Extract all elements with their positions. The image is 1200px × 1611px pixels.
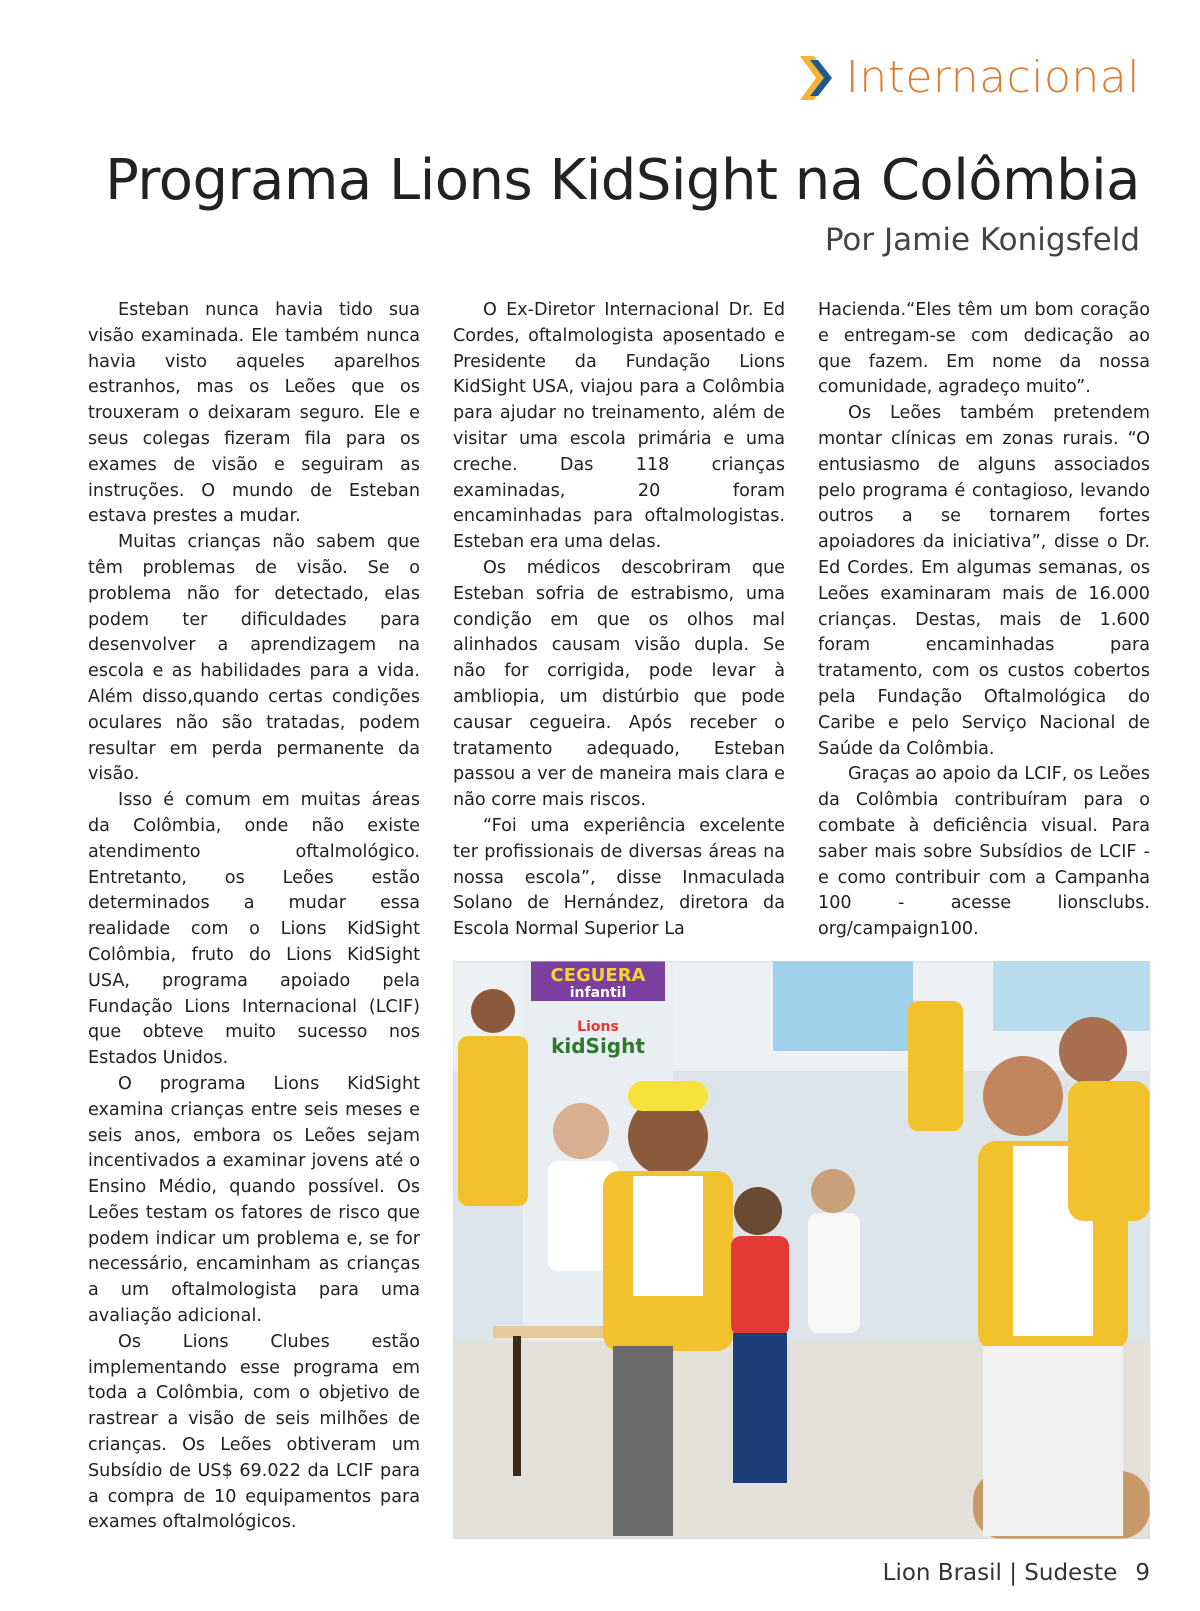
poster-banner-line-1: CEGUERA <box>550 965 646 986</box>
paragraph: Isso é comum em muitas áreas da Colômbia, onde não existe atendimento oftalmológico. Entretanto, os Leões estão determinados a mudar essa realidade com o Lions KidSight Colômbia, fruto do Lions KidSight USA, programa apoiado pela Fundação Lions Internacional (LCIF) que obteve muito sucesso nos Estados Unidos. <box>88 790 420 1069</box>
poster-banner-line-2: infantil <box>569 985 627 1001</box>
paragraph: Esteban nunca havia tido sua visão examinada. Ele também nunca havia visto aqueles aparelhos estranhos, mas os Leões que os trouxeram o deixaram seguro. Ele e seus colegas fizeram fila para os exames de visão e seguiram as instruções. O mundo de Esteban estava prestes a mudar. <box>88 300 420 527</box>
photo-illustration <box>453 961 1150 1539</box>
paragraph: Graças ao apoio da LCIF, os Leões da Colômbia contribuíram para o combate à deficiência visual. Para saber mais sobre Subsídios de LCIF - e como contribuir com a Campanha 100 - acesse lionsclubs. org/campaign100. <box>818 764 1150 940</box>
section-label: Internacional <box>845 52 1140 103</box>
article-column-2 <box>453 298 785 943</box>
paragraph: O Ex-Diretor Internacional Dr. Ed Cordes, oftalmologista aposentado e Presidente da Fundação Lions KidSight USA, viajou para a Colômbia para ajudar no treinamento, além de visitar uma escola primária e uma creche. Das 118 crianças examinadas, 20 foram encaminhadas para oftalmologistas. Esteban era uma delas. <box>453 300 785 553</box>
poster-logo-line-1: Lions <box>577 1019 619 1035</box>
paragraph: “Foi uma experiência excelente ter profissionais de diversas áreas na nossa escola”, disse Inmaculada Solano de Hernández, diretora da Escola Normal Superior La <box>453 815 785 940</box>
article-column-3 <box>818 298 1150 943</box>
page-footer <box>883 1560 1150 1586</box>
paragraph: Os Leões também pretendem montar clínicas em zonas rurais. “O entusiasmo de alguns associados pelo programa é contagioso, levando outros a se tornarem fortes apoiadores da iniciativa”, disse o Dr. Ed Cordes. Em algumas semanas, os Leões examinaram mais de 16.000 crianças. Destas, mais de 1.600 foram encaminhadas para tratamento, com os custos cobertos pela Fundação Oftalmológica do Caribe e pelo Serviço Nacional de Saúde da Colômbia. <box>818 403 1150 759</box>
article-photo <box>453 961 1150 1539</box>
paragraph: Hacienda.“Eles têm um bom coração e entregam-se com dedicação ao que fazem. Em nome da nossa comunidade, agradeço muito”. <box>818 300 1150 398</box>
article-column-1 <box>88 298 420 1536</box>
article-title: Programa Lions KidSight na Colômbia <box>105 148 1140 213</box>
paragraph: Os Lions Clubes estão implementando esse programa em toda a Colômbia, com o objetivo de rastrear a visão de seis milhões de crianças. Os Leões obtiveram um Subsídio de US$ 69.022 da LCIF para a compra de 10 equipamentos para exames oftalmológicos. <box>88 1331 420 1533</box>
section-header <box>800 52 1140 103</box>
publication-name: Lion Brasil | Sudeste <box>882 1560 1118 1586</box>
chevron-right-icon <box>800 56 834 100</box>
paragraph: Os médicos descobriram que Esteban sofria de estrabismo, uma condição em que os olhos mal alinhados causam visão dupla. Se não for corrigida, pode levar à ambliopia, um distúrbio que pode causar cegueira. Após receber o tratamento adequado, Esteban passou a ver de maneira mais clara e não corre mais riscos. <box>453 557 785 811</box>
paragraph: Muitas crianças não sabem que têm problemas de visão. Se o problema não for detectado, elas podem ter dificuldades para desenvolver a aprendizagem na escola e as habilidades para a vida. Além disso,quando certas condições oculares não são tratadas, podem resultar em perda permanente da visão. <box>88 532 420 785</box>
poster-logo-line-2: kidSight <box>551 1034 645 1058</box>
paragraph: O programa Lions KidSight examina crianças entre seis meses e seis anos, embora os Leões sejam incentivados a examinar jovens até o Ensino Médio, quando possível. Os Leões testam os fatores de risco que podem indicar um problema e, se for necessário, encaminham as crianças a um oftalmologista para uma avaliação adicional. <box>88 1073 420 1327</box>
page-number: 9 <box>1135 1560 1150 1586</box>
article-byline: Por Jamie Konigsfeld <box>824 222 1140 258</box>
